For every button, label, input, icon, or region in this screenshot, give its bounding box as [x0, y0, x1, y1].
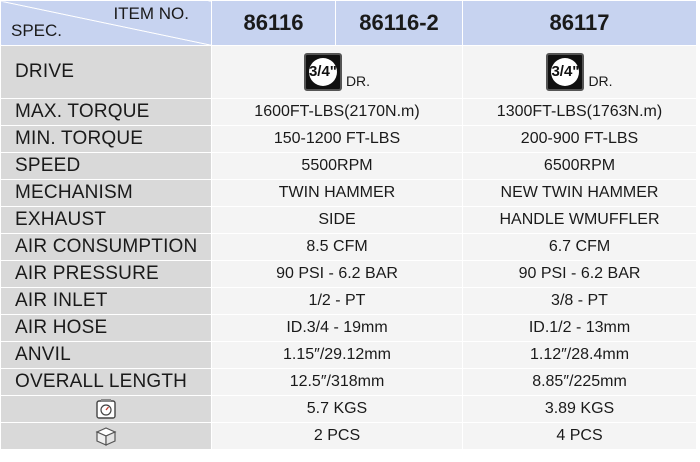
row-label: SPEED — [1, 153, 212, 180]
row-value-2: 6.7 CFM — [463, 234, 697, 261]
row-label: AIR HOSE — [1, 315, 212, 342]
row-value-1: 1600FT-LBS(2170N.m) — [212, 99, 463, 126]
model-86117: 86117 — [463, 1, 697, 46]
spec-row — [1, 369, 697, 396]
row-value-2: 200-900 FT-LBS — [463, 126, 697, 153]
weight-label — [1, 396, 212, 423]
row-label: MAX. TORQUE — [1, 99, 212, 126]
drive-value-2 — [463, 46, 697, 99]
weight-value-2: 3.89 KGS — [463, 396, 697, 423]
row-label: AIR CONSUMPTION — [1, 234, 212, 261]
row-value-1: 150-1200 FT-LBS — [212, 126, 463, 153]
spec-row — [1, 99, 697, 126]
row-value-2: NEW TWIN HAMMER — [463, 180, 697, 207]
spec-row — [1, 261, 697, 288]
spec-row — [1, 342, 697, 369]
row-value-2: 1.12″/28.4mm — [463, 342, 697, 369]
drive-size-badge: 3/4" — [304, 53, 342, 91]
row-value-2: 8.85″/225mm — [463, 369, 697, 396]
row-label: ANVIL — [1, 342, 212, 369]
package-value-1: 2 PCS — [212, 423, 463, 450]
spec-row — [1, 234, 697, 261]
weight-value-1: 5.7 KGS — [212, 396, 463, 423]
row-label: OVERALL LENGTH — [1, 369, 212, 396]
package-label — [1, 423, 212, 450]
row-value-1: SIDE — [212, 207, 463, 234]
drive-row — [1, 46, 697, 99]
row-value-1: ID.3/4 - 19mm — [212, 315, 463, 342]
weight-row — [1, 396, 697, 423]
row-value-2: 90 PSI - 6.2 BAR — [463, 261, 697, 288]
spec-label: SPEC. — [11, 21, 63, 40]
weight-scale-icon — [95, 398, 117, 420]
drive-size-badge: 3/4" — [546, 53, 584, 91]
header-corner — [1, 1, 212, 46]
spec-row — [1, 153, 697, 180]
row-value-1: 1.15″/29.12mm — [212, 342, 463, 369]
row-value-1: 8.5 CFM — [212, 234, 463, 261]
row-label: AIR INLET — [1, 288, 212, 315]
box-icon — [94, 425, 118, 447]
spec-row — [1, 180, 697, 207]
spec-row — [1, 207, 697, 234]
row-value-1: 5500RPM — [212, 153, 463, 180]
row-value-1: 1/2 - PT — [212, 288, 463, 315]
row-value-1: TWIN HAMMER — [212, 180, 463, 207]
drive-suffix: DR. — [588, 73, 613, 89]
model-86116: 86116 — [212, 1, 336, 46]
spec-row — [1, 315, 697, 342]
row-value-2: ID.1/2 - 13mm — [463, 315, 697, 342]
row-label: DRIVE — [1, 46, 212, 99]
drive-value-1 — [212, 46, 463, 99]
row-value-2: 6500RPM — [463, 153, 697, 180]
row-value-1: 12.5″/318mm — [212, 369, 463, 396]
spec-row — [1, 126, 697, 153]
package-value-2: 4 PCS — [463, 423, 697, 450]
row-value-2: HANDLE WMUFFLER — [463, 207, 697, 234]
drive-suffix: DR. — [345, 73, 371, 89]
row-value-2: 1300FT-LBS(1763N.m) — [463, 99, 697, 126]
package-row — [1, 423, 697, 450]
row-label: EXHAUST — [1, 207, 212, 234]
row-label: MECHANISM — [1, 180, 212, 207]
row-label: AIR PRESSURE — [1, 261, 212, 288]
row-value-2: 3/8 - PT — [463, 288, 697, 315]
item-no-label: ITEM NO. — [113, 4, 189, 23]
row-label: MIN. TORQUE — [1, 126, 212, 153]
row-value-1: 90 PSI - 6.2 BAR — [212, 261, 463, 288]
spec-row — [1, 288, 697, 315]
header-row — [1, 1, 697, 46]
model-86116-2: 86116-2 — [336, 1, 463, 46]
